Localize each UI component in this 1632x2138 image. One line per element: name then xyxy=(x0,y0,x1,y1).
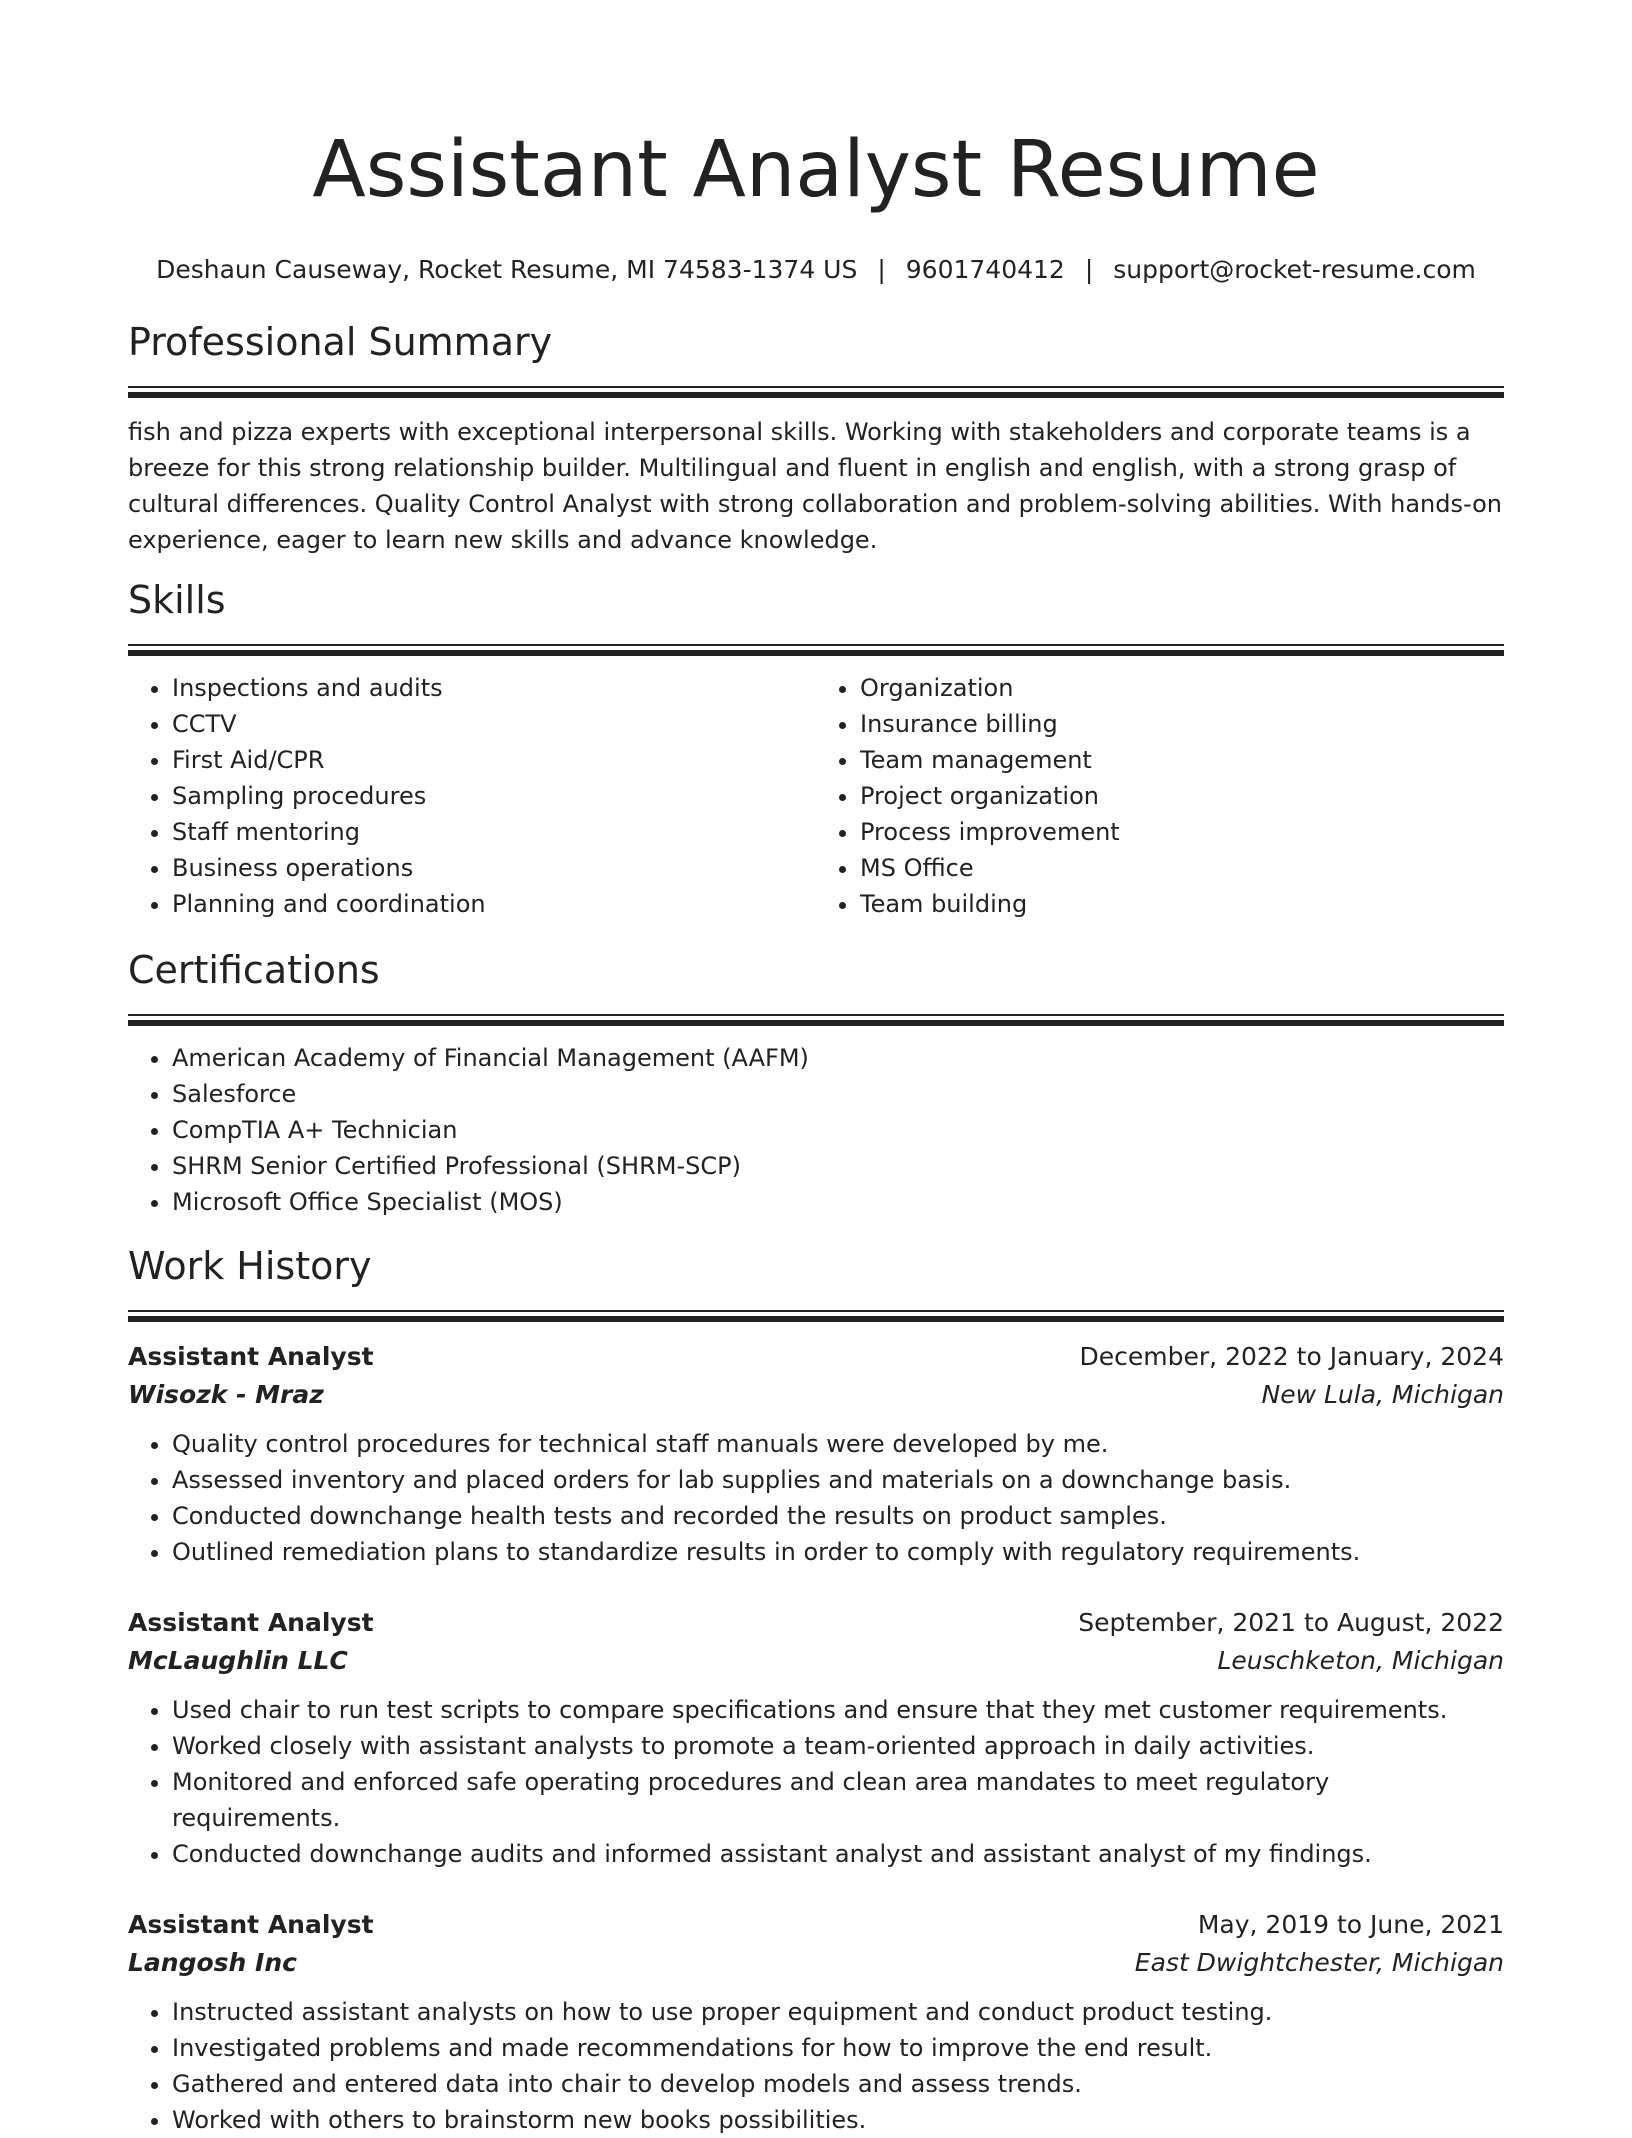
job-bullet: • Monitored and enforced safe operating procedures and clean area mandates to meet regulatory requirements. xyxy=(172,1764,1504,1836)
skill-item: • CCTV xyxy=(172,706,816,742)
job-bullet: • Instructed assistant analysts on how to use proper equipment and conduct product testing. xyxy=(172,1994,1504,2030)
skill-item: • First Aid/CPR xyxy=(172,742,816,778)
certification-item: • SHRM Senior Certified Professional (SHRM-SCP) xyxy=(172,1148,1504,1184)
job-header-row xyxy=(128,1906,1504,1944)
job-bullet: • Conducted downchange health tests and recorded the results on product samples. xyxy=(172,1498,1504,1534)
work-history-section xyxy=(128,1242,1504,2138)
certifications-section xyxy=(128,946,1504,1220)
job-bullet: • Worked with others to brainstorm new books possibilities. xyxy=(172,2102,1504,2138)
resume-page xyxy=(128,0,1504,2134)
job-entry xyxy=(128,1906,1504,2138)
contact-address: Deshaun Causeway, Rocket Resume, MI 74583-1374 US xyxy=(156,255,858,284)
job-title: Assistant Analyst xyxy=(128,1910,374,1939)
certifications-list xyxy=(128,1040,1504,1220)
section-title-certifications: Certifications xyxy=(128,948,380,992)
skill-item: • MS Office xyxy=(860,850,1504,886)
section-divider xyxy=(128,644,1504,656)
skill-item: • Project organization xyxy=(860,778,1504,814)
skill-item: • Staff mentoring xyxy=(172,814,816,850)
skills-section xyxy=(128,576,1504,922)
job-bullets xyxy=(128,1426,1504,1570)
job-bullet: • Used chair to run test scripts to compare specifications and ensure that they met customer requirements. xyxy=(172,1692,1504,1728)
certification-item: • Salesforce xyxy=(172,1076,1504,1112)
job-company: McLaughlin LLC xyxy=(128,1646,348,1675)
contact-separator: | xyxy=(877,255,886,284)
job-bullets xyxy=(128,1692,1504,1872)
section-divider xyxy=(128,1310,1504,1322)
skill-item: • Team management xyxy=(860,742,1504,778)
skill-item: • Insurance billing xyxy=(860,706,1504,742)
job-header-row xyxy=(128,1338,1504,1376)
job-entry xyxy=(128,1338,1504,1570)
job-bullet: • Quality control procedures for technical staff manuals were developed by me. xyxy=(172,1426,1504,1462)
skill-item: • Business operations xyxy=(172,850,816,886)
job-header-row xyxy=(128,1604,1504,1642)
skill-item: • Inspections and audits xyxy=(172,670,816,706)
job-bullet: • Gathered and entered data into chair to develop models and assess trends. xyxy=(172,2066,1504,2102)
contact-email: support@rocket-resume.com xyxy=(1113,255,1476,284)
job-company-row xyxy=(128,1376,1504,1414)
job-location: East Dwightchester, Michigan xyxy=(1134,1948,1504,1977)
job-company-row xyxy=(128,1642,1504,1680)
job-dates: May, 2019 to June, 2021 xyxy=(1197,1910,1504,1939)
job-company: Langosh Inc xyxy=(128,1948,297,1977)
skill-item: • Organization xyxy=(860,670,1504,706)
job-bullet: • Conducted downchange audits and informed assistant analyst and assistant analyst of my findings. xyxy=(172,1836,1504,1872)
skills-list-left xyxy=(128,670,816,922)
job-location: New Lula, Michigan xyxy=(1261,1380,1504,1409)
skill-item: • Planning and coordination xyxy=(172,886,816,922)
job-dates: September, 2021 to August, 2022 xyxy=(1078,1608,1504,1637)
section-divider xyxy=(128,1014,1504,1026)
skill-item: • Process improvement xyxy=(860,814,1504,850)
skill-item: • Team building xyxy=(860,886,1504,922)
section-divider xyxy=(128,386,1504,398)
resume-title: Assistant Analyst Resume xyxy=(312,125,1320,215)
job-title: Assistant Analyst xyxy=(128,1342,374,1371)
job-location: Leuschketon, Michigan xyxy=(1217,1646,1504,1675)
skills-list-right xyxy=(816,670,1504,922)
certification-item: • CompTIA A+ Technician xyxy=(172,1112,1504,1148)
job-dates: December, 2022 to January, 2024 xyxy=(1079,1342,1504,1371)
certification-item: • American Academy of Financial Management (AAFM) xyxy=(172,1040,1504,1076)
job-company-row xyxy=(128,1944,1504,1982)
contact-separator: | xyxy=(1084,255,1094,284)
job-bullet: • Outlined remediation plans to standardize results in order to comply with regulatory requirements. xyxy=(172,1534,1504,1570)
job-bullet: • Investigated problems and made recommendations for how to improve the end result. xyxy=(172,2030,1504,2066)
section-title-work-history: Work History xyxy=(128,1244,372,1288)
certification-item: • Microsoft Office Specialist (MOS) xyxy=(172,1184,1504,1220)
contact-line xyxy=(128,254,1504,286)
job-entry xyxy=(128,1604,1504,1872)
job-company: Wisozk - Mraz xyxy=(128,1380,324,1409)
summary-section xyxy=(128,318,1504,558)
skills-columns xyxy=(128,670,1504,922)
job-bullet: • Assessed inventory and placed orders for lab supplies and materials on a downchange basis. xyxy=(172,1462,1504,1498)
section-title-summary: Professional Summary xyxy=(128,320,553,364)
skill-item: • Sampling procedures xyxy=(172,778,816,814)
job-title: Assistant Analyst xyxy=(128,1608,374,1637)
section-title-skills: Skills xyxy=(128,578,226,622)
contact-phone: 9601740412 xyxy=(905,255,1065,284)
summary-text: fish and pizza experts with exceptional interpersonal skills. Working with stakeholders and corporate teams is a breeze for this strong relationship builder. Multilingual and fluent in english and english, with a strong grasp of cultural differences. Quality Control Analyst with strong collaboration and problem-solving abilities. With hands-on experience, eager to learn new skills and advance knowledge. xyxy=(128,418,1502,554)
job-bullets xyxy=(128,1994,1504,2138)
job-bullet: • Worked closely with assistant analysts to promote a team-oriented approach in daily activities. xyxy=(172,1728,1504,1764)
